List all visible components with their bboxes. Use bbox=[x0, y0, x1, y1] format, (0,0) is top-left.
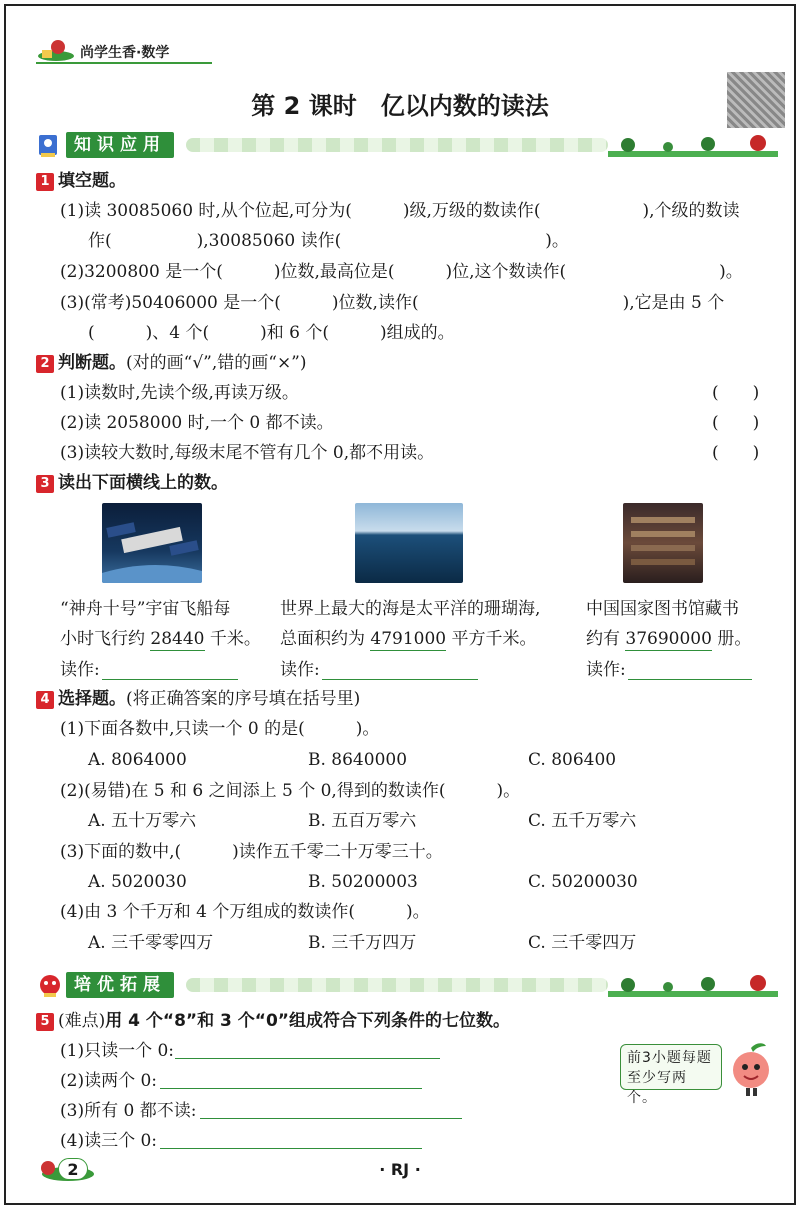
q4-sub-1-option-c[interactable]: C. 806400 bbox=[528, 750, 617, 770]
q5-answer-line-3[interactable] bbox=[200, 1118, 462, 1119]
q3-card-2-read-label: 读作: bbox=[280, 660, 320, 680]
header-rule bbox=[36, 62, 212, 64]
q2-hint: (对的画“√”,错的画“×”) bbox=[126, 353, 307, 373]
q3-card-3-pre: 约有 bbox=[586, 629, 626, 649]
q4-sub-1-option-a[interactable]: A. 8064000 bbox=[88, 750, 187, 770]
footer-edition: · RJ · bbox=[379, 1160, 421, 1179]
q3-card-1-number: 28440 bbox=[150, 629, 205, 649]
q4-sub-4-option-b[interactable]: B. 三千万四万 bbox=[308, 933, 417, 953]
q4-hint: (将正确答案的序号填在括号里) bbox=[126, 689, 361, 709]
q3-card-1-line-1: “神舟十号”宇宙飞船每 bbox=[60, 599, 231, 619]
book-character-icon bbox=[36, 131, 64, 159]
q3-card-3-answer-line[interactable] bbox=[628, 679, 752, 680]
q4-sub-3-option-b[interactable]: B. 50200003 bbox=[308, 872, 418, 892]
q1-line-4: (3)(常考)50406000 是一个( )位数,读作( ),它是由 5 个 bbox=[60, 293, 725, 313]
q3-card-3-number: 37690000 bbox=[625, 629, 712, 649]
q5-title bbox=[36, 1010, 510, 1032]
q3-card-2-line-1: 世界上最大的海是太平洋的珊瑚海, bbox=[280, 599, 541, 619]
q3-card-2-number: 4791000 bbox=[370, 629, 447, 649]
q1-line-3: (2)3200800 是一个( )位数,最高位是( )位,这个数读作( )。 bbox=[60, 262, 743, 282]
q4-title bbox=[36, 688, 360, 710]
section-apply-label: 知识应用 bbox=[66, 132, 174, 158]
q4-sub-2: (2)(易错)在 5 和 6 之间添上 5 个 0,得到的数读作( )。 bbox=[60, 781, 521, 801]
q3-number-badge: 3 bbox=[36, 475, 54, 493]
section-extend-bar bbox=[36, 971, 778, 999]
header-logo-icon bbox=[36, 38, 76, 62]
q4-sub-2-option-b[interactable]: B. 五百万零六 bbox=[308, 811, 417, 831]
q3-title bbox=[36, 472, 228, 494]
q2-answer-paren-1[interactable]: ( ) bbox=[712, 383, 760, 403]
q3-card-1-read-label: 读作: bbox=[60, 660, 100, 680]
q2-item-2: (2)读 2058000 时,一个 0 都不读。 bbox=[60, 413, 334, 433]
q3-card-1-pre: 小时飞行约 bbox=[60, 629, 151, 649]
q3-card-1-answer-line[interactable] bbox=[102, 679, 238, 680]
q1-number-badge: 1 bbox=[36, 173, 54, 191]
tip-bubble bbox=[620, 1044, 722, 1106]
peach-mascot-icon bbox=[726, 1040, 776, 1098]
q2-item-1: (1)读数时,先读个级,再读万级。 bbox=[60, 383, 299, 403]
q2-item-3: (3)读较大数时,每级末尾不管有几个 0,都不用读。 bbox=[60, 443, 435, 463]
q4-sub-4-option-a[interactable]: A. 三千零零四万 bbox=[88, 933, 214, 953]
q5-item-1: (1)只读一个 0: bbox=[60, 1041, 175, 1061]
q3-card-3-read-label: 读作: bbox=[586, 660, 626, 680]
q5-answer-line-1[interactable] bbox=[175, 1058, 440, 1059]
tip-line-1: 前3小题每题 bbox=[627, 1050, 712, 1066]
q4-sub-1: (1)下面各数中,只读一个 0 的是( )。 bbox=[60, 719, 380, 739]
sea-photo bbox=[355, 503, 463, 583]
footer-page-number: 2 bbox=[58, 1158, 88, 1180]
q4-title-text: 选择题。 bbox=[58, 689, 126, 709]
section-wave-decoration-2 bbox=[186, 978, 608, 992]
q4-sub-4-option-c[interactable]: C. 三千零四万 bbox=[528, 933, 637, 953]
q5-answer-line-2[interactable] bbox=[160, 1088, 422, 1089]
q4-sub-2-option-a[interactable]: A. 五十万零六 bbox=[88, 811, 197, 831]
q2-title-text: 判断题。 bbox=[58, 353, 126, 373]
q2-title bbox=[36, 352, 307, 374]
q3-title-text: 读出下面横线上的数。 bbox=[58, 473, 228, 493]
q3-card-2-post: 平方千米。 bbox=[446, 629, 537, 649]
q4-sub-3: (3)下面的数中,( )读作五千零二十万零三十。 bbox=[60, 842, 443, 862]
q3-card-3-line-1: 中国国家图书馆藏书 bbox=[586, 599, 739, 619]
q2-answer-paren-2[interactable]: ( ) bbox=[712, 413, 760, 433]
q2-answer-paren-3[interactable]: ( ) bbox=[712, 443, 760, 463]
spaceship-photo bbox=[102, 503, 202, 583]
q5-pre: (难点) bbox=[58, 1011, 106, 1031]
q5-item-4: (4)读三个 0: bbox=[60, 1131, 158, 1151]
red-character-icon bbox=[36, 971, 64, 999]
q3-card-1-line-2 bbox=[60, 628, 261, 651]
q4-sub-1-option-b[interactable]: B. 8640000 bbox=[308, 750, 408, 770]
q5-item-3: (3)所有 0 都不读: bbox=[60, 1101, 197, 1121]
q4-sub-4: (4)由 3 个千万和 4 个万组成的数读作( )。 bbox=[60, 902, 430, 922]
library-photo bbox=[623, 503, 703, 583]
q2-number-badge: 2 bbox=[36, 355, 54, 373]
section-extend-label: 培优拓展 bbox=[66, 972, 174, 998]
q3-card-2-line-2 bbox=[280, 628, 537, 651]
lesson-title: 第 2 课时 亿以内数的读法 bbox=[251, 92, 549, 120]
q3-card-3-line-2 bbox=[586, 628, 751, 651]
q1-title-text: 填空题。 bbox=[58, 171, 126, 191]
section-apply-bar bbox=[36, 131, 778, 159]
tip-line-2: 至少写两个。 bbox=[627, 1070, 687, 1106]
q3-card-2-pre: 总面积约为 bbox=[280, 629, 371, 649]
q5-item-2: (2)读两个 0: bbox=[60, 1071, 158, 1091]
q5-answer-line-4[interactable] bbox=[160, 1148, 422, 1149]
q4-sub-3-option-c[interactable]: C. 50200030 bbox=[528, 872, 638, 892]
q5-number-badge: 5 bbox=[36, 1013, 54, 1031]
q3-card-3-post: 册。 bbox=[711, 629, 752, 649]
q1-line-2: 作( ),30085060 读作( )。 bbox=[88, 231, 569, 251]
q4-sub-2-option-c[interactable]: C. 五千万零六 bbox=[528, 811, 637, 831]
landscape-scene-icon-2 bbox=[608, 971, 778, 999]
q4-number-badge: 4 bbox=[36, 691, 54, 709]
q3-card-2-answer-line[interactable] bbox=[322, 679, 478, 680]
q1-title bbox=[36, 170, 126, 192]
q1-line-5: ( )、4 个( )和 6 个( )组成的。 bbox=[88, 323, 455, 343]
q4-sub-3-option-a[interactable]: A. 5020030 bbox=[88, 872, 187, 892]
q1-line-1: (1)读 30085060 时,从个位起,可分为( )级,万级的数读作( ),个级的数读 bbox=[60, 201, 740, 221]
landscape-scene-icon bbox=[608, 131, 778, 159]
header-brand: 尚学生香·数学 bbox=[80, 45, 170, 61]
q3-card-1-post: 千米。 bbox=[204, 629, 261, 649]
q5-title-text: 用 4 个“8”和 3 个“0”组成符合下列条件的七位数。 bbox=[105, 1011, 510, 1031]
section-wave-decoration bbox=[186, 138, 608, 152]
